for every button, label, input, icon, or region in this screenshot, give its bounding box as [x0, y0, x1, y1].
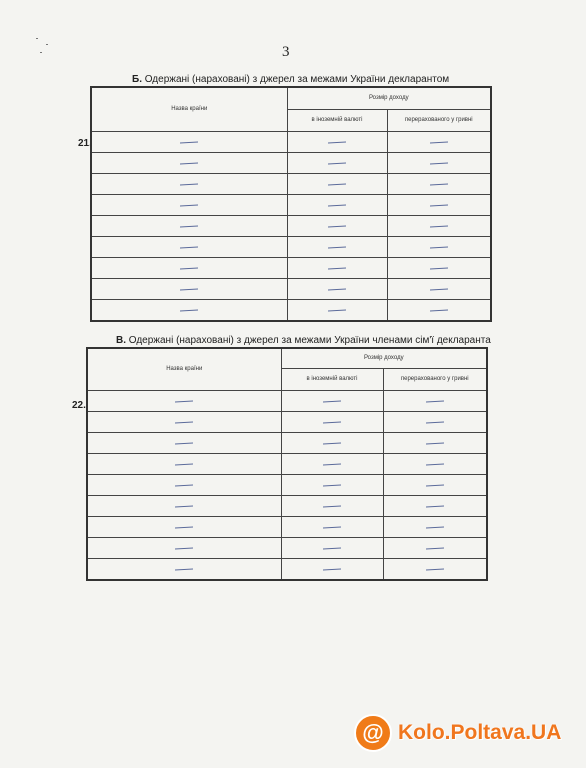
dash-mark — [175, 463, 193, 465]
dash-mark — [426, 568, 444, 570]
dash-mark — [175, 400, 193, 402]
table-row — [87, 495, 487, 516]
dash-mark — [175, 568, 193, 570]
dash-mark — [426, 484, 444, 486]
watermark-text: Kolo.Poltava.UA — [398, 721, 562, 744]
dash-mark — [180, 162, 198, 164]
dash-mark — [323, 442, 341, 444]
scan-speck — [36, 38, 38, 39]
dash-mark — [180, 288, 198, 290]
dash-mark — [323, 568, 341, 570]
uah-header: перерахованого у гривні — [383, 368, 487, 390]
dash-mark — [328, 204, 346, 206]
dash-mark — [175, 442, 193, 444]
dash-mark — [328, 267, 346, 269]
dash-mark — [180, 267, 198, 269]
table-row — [91, 152, 491, 173]
section-v-title — [116, 335, 491, 346]
uah-header: перерахованого у гривні — [387, 109, 491, 131]
dash-mark — [328, 225, 346, 227]
dash-mark — [430, 288, 448, 290]
table-row — [91, 194, 491, 215]
dash-mark — [430, 162, 448, 164]
dash-mark — [175, 484, 193, 486]
dash-mark — [430, 309, 448, 311]
dash-mark — [180, 183, 198, 185]
table-row — [87, 474, 487, 495]
page-number: 3 — [282, 44, 290, 60]
dash-mark — [328, 141, 346, 143]
dash-mark — [430, 225, 448, 227]
income-column-header: Розмір доходу — [287, 87, 491, 109]
dash-mark — [426, 547, 444, 549]
table-row — [87, 537, 487, 558]
dash-mark — [426, 400, 444, 402]
table-row — [87, 558, 487, 580]
dash-mark — [328, 246, 346, 248]
dash-mark — [328, 183, 346, 185]
dash-mark — [430, 183, 448, 185]
table-row — [87, 453, 487, 474]
dash-mark — [180, 309, 198, 311]
row-number-21: 21. — [78, 138, 92, 149]
site-watermark[interactable] — [354, 714, 580, 752]
dash-mark — [426, 442, 444, 444]
dash-mark — [180, 204, 198, 206]
table-row — [87, 432, 487, 453]
at-sign-icon: @ — [354, 714, 392, 752]
table-row — [91, 236, 491, 257]
dash-mark — [426, 526, 444, 528]
dash-mark — [426, 421, 444, 423]
table-row — [87, 516, 487, 537]
dash-mark — [328, 309, 346, 311]
table-row — [91, 215, 491, 236]
country-column-header: Назва країни — [87, 348, 281, 390]
income-table-declarant — [90, 86, 492, 322]
row-number-22: 22. — [72, 400, 86, 411]
dash-mark — [426, 505, 444, 507]
dash-mark — [430, 246, 448, 248]
country-column-header: Назва країни — [91, 87, 287, 131]
dash-mark — [323, 421, 341, 423]
foreign-currency-header: в іноземній валюті — [281, 368, 383, 390]
section-b-letter: Б. — [132, 74, 142, 85]
dash-mark — [180, 225, 198, 227]
dash-mark — [323, 484, 341, 486]
section-v-letter: В. — [116, 335, 126, 346]
scan-speck — [46, 44, 48, 45]
dash-mark — [426, 463, 444, 465]
dash-mark — [175, 505, 193, 507]
dash-mark — [328, 288, 346, 290]
foreign-currency-header: в іноземній валюті — [287, 109, 387, 131]
dash-mark — [180, 141, 198, 143]
scan-speck — [40, 52, 42, 53]
table-row — [91, 131, 491, 152]
dash-mark — [175, 421, 193, 423]
dash-mark — [323, 547, 341, 549]
section-b-title — [132, 74, 449, 85]
dash-mark — [430, 204, 448, 206]
dash-mark — [430, 267, 448, 269]
table-row — [91, 278, 491, 299]
table-row — [91, 173, 491, 194]
income-column-header: Розмір доходу — [281, 348, 487, 368]
dash-mark — [430, 141, 448, 143]
dash-mark — [328, 162, 346, 164]
table-row — [91, 257, 491, 278]
section-v-text: Одержані (нараховані) з джерел за межами України членами сім'ї декларанта — [126, 335, 491, 346]
dash-mark — [175, 526, 193, 528]
dash-mark — [323, 400, 341, 402]
dash-mark — [323, 505, 341, 507]
table-row — [87, 411, 487, 432]
dash-mark — [323, 463, 341, 465]
dash-mark — [323, 526, 341, 528]
section-b-text: Одержані (нараховані) з джерел за межами України декларантом — [141, 74, 450, 85]
dash-mark — [175, 547, 193, 549]
dash-mark — [180, 246, 198, 248]
table-row — [87, 390, 487, 411]
table-row — [91, 299, 491, 321]
income-table-family — [86, 347, 488, 581]
